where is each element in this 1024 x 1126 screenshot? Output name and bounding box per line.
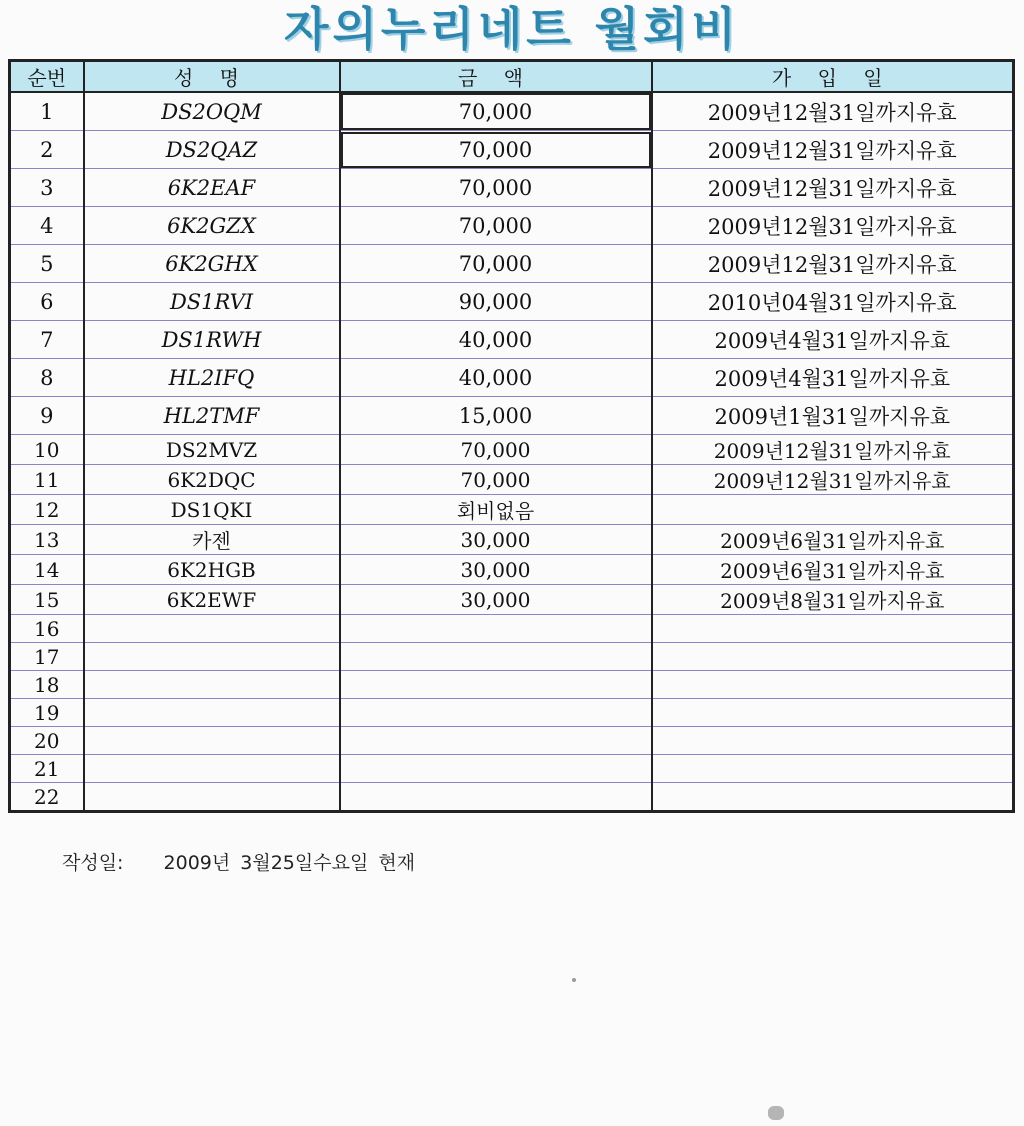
valid-until bbox=[652, 727, 1014, 755]
row-number: 20 bbox=[10, 727, 84, 755]
member-name: 6K2GZX bbox=[84, 207, 340, 245]
fee-amount: 40,000 bbox=[340, 359, 652, 397]
footer bbox=[62, 848, 415, 875]
row-number: 10 bbox=[10, 435, 84, 465]
member-name: HL2TMF bbox=[84, 397, 340, 435]
table-row bbox=[10, 783, 1014, 812]
fee-amount: 70,000 bbox=[340, 92, 652, 131]
fee-amount: 15,000 bbox=[340, 397, 652, 435]
valid-until: 2009년1월31일까지유효 bbox=[652, 397, 1014, 435]
member-name bbox=[84, 615, 340, 643]
fee-amount bbox=[340, 727, 652, 755]
table-row bbox=[10, 359, 1014, 397]
member-name: DS2MVZ bbox=[84, 435, 340, 465]
valid-until bbox=[652, 643, 1014, 671]
table-row bbox=[10, 283, 1014, 321]
row-number: 3 bbox=[10, 169, 84, 207]
member-name: DS1RWH bbox=[84, 321, 340, 359]
member-name bbox=[84, 643, 340, 671]
member-name: 6K2EAF bbox=[84, 169, 340, 207]
valid-until: 2010년04월31일까지유효 bbox=[652, 283, 1014, 321]
fee-amount: 70,000 bbox=[340, 169, 652, 207]
table-row bbox=[10, 169, 1014, 207]
table-header-row bbox=[10, 61, 1014, 93]
fee-amount: 70,000 bbox=[340, 435, 652, 465]
fee-amount bbox=[340, 643, 652, 671]
footer-label: 작성일: bbox=[62, 852, 124, 874]
table-row bbox=[10, 615, 1014, 643]
header-amount: 금 액 bbox=[340, 61, 652, 93]
fee-amount bbox=[340, 615, 652, 643]
fee-amount: 40,000 bbox=[340, 321, 652, 359]
table-row bbox=[10, 207, 1014, 245]
fee-amount: 70,000 bbox=[340, 131, 652, 169]
fee-amount: 90,000 bbox=[340, 283, 652, 321]
member-name bbox=[84, 699, 340, 727]
fee-amount: 70,000 bbox=[340, 465, 652, 495]
fee-amount: 회비없음 bbox=[340, 495, 652, 525]
member-name: 6K2GHX bbox=[84, 245, 340, 283]
valid-until bbox=[652, 671, 1014, 699]
row-number: 12 bbox=[10, 495, 84, 525]
header-no: 순번 bbox=[10, 61, 84, 93]
valid-until: 2009년6월31일까지유효 bbox=[652, 555, 1014, 585]
valid-until: 2009년12월31일까지유효 bbox=[652, 131, 1014, 169]
scan-speck bbox=[768, 1106, 784, 1120]
table-row bbox=[10, 727, 1014, 755]
row-number: 17 bbox=[10, 643, 84, 671]
table-row bbox=[10, 131, 1014, 169]
valid-until: 2009년6월31일까지유효 bbox=[652, 525, 1014, 555]
table-row bbox=[10, 495, 1014, 525]
member-name: DS1RVI bbox=[84, 283, 340, 321]
table-row bbox=[10, 585, 1014, 615]
table-row bbox=[10, 435, 1014, 465]
valid-until: 2009년4월31일까지유효 bbox=[652, 359, 1014, 397]
row-number: 22 bbox=[10, 783, 84, 812]
member-name: 6K2HGB bbox=[84, 555, 340, 585]
row-number: 13 bbox=[10, 525, 84, 555]
row-number: 11 bbox=[10, 465, 84, 495]
row-number: 18 bbox=[10, 671, 84, 699]
row-number: 14 bbox=[10, 555, 84, 585]
valid-until: 2009년12월31일까지유효 bbox=[652, 207, 1014, 245]
member-name: DS2OQM bbox=[84, 92, 340, 131]
row-number: 6 bbox=[10, 283, 84, 321]
header-join: 가 입 일 bbox=[652, 61, 1014, 93]
fee-amount: 30,000 bbox=[340, 555, 652, 585]
fee-amount bbox=[340, 671, 652, 699]
page-title: 자의누리네트 월회비 bbox=[284, 2, 740, 56]
fee-amount: 30,000 bbox=[340, 525, 652, 555]
row-number: 7 bbox=[10, 321, 84, 359]
table-row bbox=[10, 755, 1014, 783]
member-name: 6K2EWF bbox=[84, 585, 340, 615]
row-number: 4 bbox=[10, 207, 84, 245]
fee-amount bbox=[340, 699, 652, 727]
table-row bbox=[10, 245, 1014, 283]
row-number: 5 bbox=[10, 245, 84, 283]
valid-until bbox=[652, 755, 1014, 783]
table-body bbox=[10, 92, 1014, 812]
valid-until: 2009년8월31일까지유효 bbox=[652, 585, 1014, 615]
table-row bbox=[10, 525, 1014, 555]
footer-date: 2009년 3월25일수요일 현재 bbox=[163, 852, 416, 874]
member-name: DS2QAZ bbox=[84, 131, 340, 169]
fee-amount: 70,000 bbox=[340, 207, 652, 245]
member-name bbox=[84, 671, 340, 699]
valid-until: 2009년12월31일까지유효 bbox=[652, 465, 1014, 495]
header-name: 성 명 bbox=[84, 61, 340, 93]
member-name bbox=[84, 755, 340, 783]
table-row bbox=[10, 699, 1014, 727]
row-number: 16 bbox=[10, 615, 84, 643]
table-row bbox=[10, 643, 1014, 671]
row-number: 9 bbox=[10, 397, 84, 435]
valid-until: 2009년12월31일까지유효 bbox=[652, 245, 1014, 283]
row-number: 2 bbox=[10, 131, 84, 169]
row-number: 19 bbox=[10, 699, 84, 727]
row-number: 21 bbox=[10, 755, 84, 783]
valid-until bbox=[652, 615, 1014, 643]
table-row bbox=[10, 671, 1014, 699]
table-row bbox=[10, 465, 1014, 495]
valid-until: 2009년4월31일까지유효 bbox=[652, 321, 1014, 359]
fee-amount bbox=[340, 755, 652, 783]
member-name bbox=[84, 727, 340, 755]
member-name bbox=[84, 783, 340, 812]
table-row bbox=[10, 92, 1014, 131]
valid-until bbox=[652, 495, 1014, 525]
row-number: 15 bbox=[10, 585, 84, 615]
fee-amount bbox=[340, 783, 652, 812]
row-number: 8 bbox=[10, 359, 84, 397]
member-name: DS1QKI bbox=[84, 495, 340, 525]
table-row bbox=[10, 397, 1014, 435]
valid-until bbox=[652, 783, 1014, 812]
valid-until: 2009년12월31일까지유효 bbox=[652, 92, 1014, 131]
scan-speck bbox=[572, 978, 576, 982]
row-number: 1 bbox=[10, 92, 84, 131]
table-row bbox=[10, 555, 1014, 585]
fee-amount: 70,000 bbox=[340, 245, 652, 283]
member-name: HL2IFQ bbox=[84, 359, 340, 397]
valid-until bbox=[652, 699, 1014, 727]
fee-table bbox=[8, 59, 1015, 813]
valid-until: 2009년12월31일까지유효 bbox=[652, 169, 1014, 207]
table-row bbox=[10, 321, 1014, 359]
fee-amount: 30,000 bbox=[340, 585, 652, 615]
valid-until: 2009년12월31일까지유효 bbox=[652, 435, 1014, 465]
member-name: 카젠 bbox=[84, 525, 340, 555]
member-name: 6K2DQC bbox=[84, 465, 340, 495]
